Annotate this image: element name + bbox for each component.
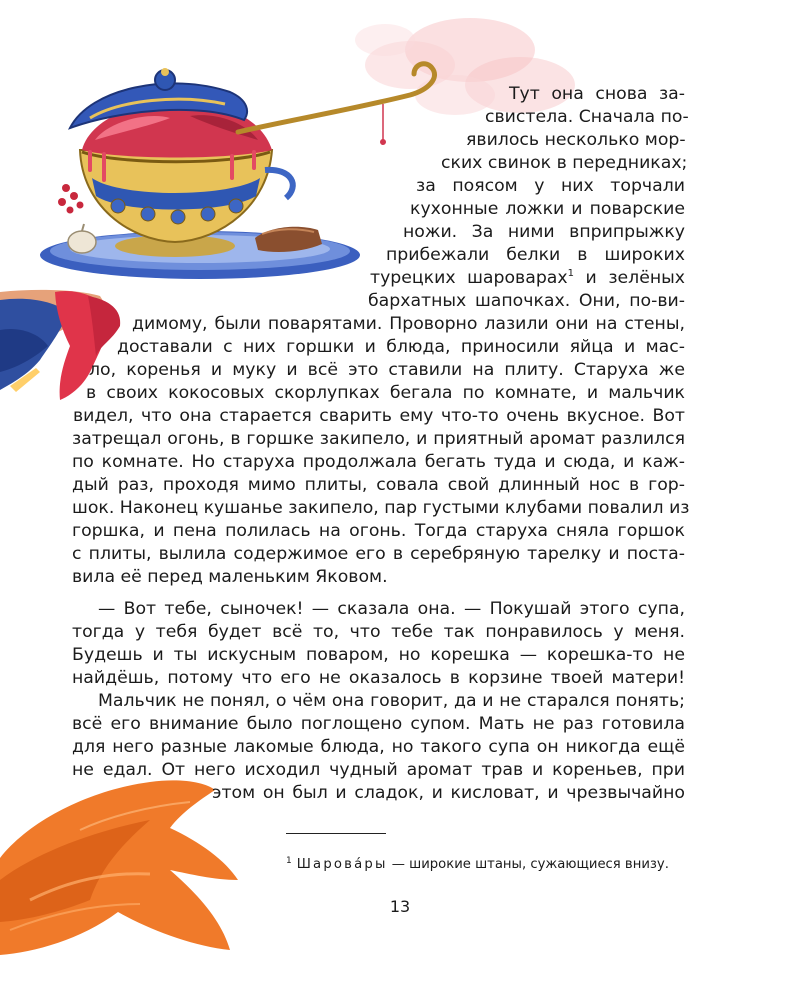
text-line: ло, коренья и муку и всё это ставили на плиту. Старуха же bbox=[89, 360, 685, 380]
text-line: для него разные лакомые блюда, но такого супа он никогда ещё bbox=[72, 737, 685, 757]
text-line: затрещал огонь, в горшке закипело, и приятный аромат разлился bbox=[72, 429, 685, 449]
text-line: кухонные ложки и поварские bbox=[410, 199, 685, 219]
text-fragment: турецких шароварах bbox=[370, 268, 568, 288]
text-line: всё его внимание было поглощено супом. Мать не раз готовила bbox=[72, 714, 685, 734]
text-line: с плиты, вылила содержимое его в серебряную тарелку и поста- bbox=[72, 544, 685, 564]
text-line: прибежали белки в широких bbox=[386, 245, 685, 265]
text-line: бархатных шапочках. Они, по-ви- bbox=[368, 291, 685, 311]
footnote-divider bbox=[286, 833, 386, 834]
footnote bbox=[286, 857, 669, 872]
text-line: вила её перед маленьким Яковом. bbox=[72, 567, 388, 587]
page-number: 13 bbox=[389, 897, 411, 916]
text-line: Тут она снова за- bbox=[509, 84, 685, 104]
footnote-reference[interactable]: 1 bbox=[567, 268, 574, 279]
text-line: тогда у тебя будет всё то, что тебе так понравилось у меня. bbox=[72, 622, 685, 642]
text-line: видел, что она старается сварить ему что-то очень вкусное. Вот bbox=[73, 406, 685, 426]
text-line: доставали с них горшки и блюда, приносили яйца и мас- bbox=[117, 337, 685, 357]
text-line: за поясом у них торчали bbox=[416, 176, 685, 196]
text-line: этом он был и сладок, и кисловат, и чрезвычайно bbox=[212, 783, 685, 803]
text-line: явилось несколько мор- bbox=[466, 130, 686, 150]
text-line: в своих кокосовых скорлупках бегала по комнате, и мальчик bbox=[86, 383, 685, 403]
footnote-term: Шарова́ры bbox=[296, 857, 388, 872]
text-line: по комнате. Но старуха продолжала бегать туда и сюда, и каж- bbox=[72, 452, 685, 472]
text-line: дый раз, проходя мимо плиты, совала свой длинный нос в гор- bbox=[72, 475, 685, 495]
text-line: шок. Наконец кушанье закипело, пар густыми клубами повалил из bbox=[72, 498, 690, 518]
text-line: горшка, и пена полилась на огонь. Тогда старуха сняла горшок bbox=[72, 521, 685, 541]
soup-tureen-illustration bbox=[70, 64, 435, 257]
text-line: Мальчик не понял, о чём она говорит, да и не старался понять; bbox=[98, 691, 685, 711]
text-line: Будешь и ты искусным поваром, но корешка — корешка-то не bbox=[72, 645, 685, 665]
rowan-berries-illustration bbox=[58, 184, 84, 214]
text-line: не едал. От него исходил чудный аромат трав и кореньев, при bbox=[72, 760, 685, 780]
text-line: ских свинок в передниках; bbox=[441, 153, 688, 173]
text-line: — Вот тебе, сыночек! — сказала она. — Покушай этого супа, bbox=[98, 599, 685, 619]
text-line: найдёшь, потому что его не оказалось в корзине твоей матери! bbox=[72, 668, 685, 688]
text-line: димому, были поварятами. Проворно лазили они на стены, bbox=[132, 314, 685, 334]
footnote-definition: — широкие штаны, сужающиеся внизу. bbox=[387, 857, 669, 872]
text-line: ножи. За ними вприпрыжку bbox=[403, 222, 685, 242]
text-line bbox=[370, 267, 685, 290]
footnote-mark: 1 bbox=[286, 856, 292, 866]
text-fragment: и зелёных bbox=[574, 268, 686, 288]
text-line: свистела. Сначала по- bbox=[485, 107, 689, 127]
fox-tail-illustration bbox=[0, 780, 238, 955]
garlic-illustration bbox=[68, 224, 96, 253]
